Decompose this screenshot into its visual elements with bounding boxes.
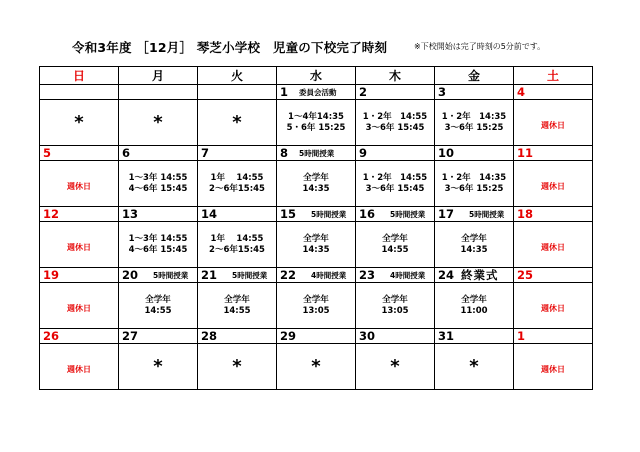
- schedule-cell-wed: [277, 100, 356, 146]
- date-number-row: [40, 207, 593, 222]
- date-number: 24: [438, 268, 455, 282]
- schedule-row: [40, 161, 593, 207]
- holiday-label: 週休日: [541, 304, 565, 313]
- dismissal-time-line: 5・6年 15:25: [286, 122, 346, 133]
- dismissal-time-line: 14:35: [302, 244, 330, 255]
- schedule-cell-tue: [198, 100, 277, 146]
- dismissal-time-line: 4～6年 15:45: [128, 244, 188, 255]
- date-cell-sun: [40, 207, 119, 222]
- event-label: 終業式: [461, 268, 499, 282]
- holiday-label: 週休日: [541, 121, 565, 130]
- event-label: 5時間授業: [390, 210, 426, 219]
- date-number: 26: [43, 329, 60, 343]
- schedule-cell-tue: [198, 161, 277, 207]
- date-cell-tue: [198, 268, 277, 283]
- schedule-cell-mon: [119, 161, 198, 207]
- date-number-row: [40, 146, 593, 161]
- date-number: 8: [280, 146, 289, 160]
- schedule-cell-mon: [119, 100, 198, 146]
- date-cell-mon: [119, 146, 198, 161]
- schedule-cell-sat: [514, 100, 593, 146]
- schedule-cell-fri: [435, 222, 514, 268]
- date-cell-sat: [514, 207, 593, 222]
- date-number-row: [40, 329, 593, 344]
- schedule-cell-sun: [40, 283, 119, 329]
- dismissal-time-line: 全学年: [303, 294, 329, 305]
- date-number: 25: [517, 268, 534, 282]
- no-school-mark: *: [74, 111, 84, 133]
- date-cell-sun: [40, 268, 119, 283]
- dismissal-time-line: 全学年: [224, 294, 250, 305]
- schedule-cell-sun: [40, 344, 119, 390]
- weekday-header-row: [40, 67, 593, 85]
- dismissal-time-line: 1～4年14:35: [288, 111, 344, 122]
- date-cell-thu: [356, 146, 435, 161]
- weekday-tue: 火: [198, 67, 277, 85]
- dismissal-time-line: 3～6年 15:25: [444, 122, 504, 133]
- date-cell-fri: [435, 207, 514, 222]
- schedule-cell-thu: [356, 100, 435, 146]
- date-cell-tue: [198, 146, 277, 161]
- calendar-table: [39, 66, 593, 390]
- date-number: 2: [359, 85, 368, 99]
- date-cell-mon: [119, 207, 198, 222]
- dismissal-time-line: 3～6年 15:45: [365, 122, 425, 133]
- date-cell-thu: [356, 329, 435, 344]
- dismissal-time-line: 13:05: [381, 305, 409, 316]
- date-number: 18: [517, 207, 534, 221]
- date-number: 31: [438, 329, 455, 343]
- dismissal-time-line: 14:35: [302, 183, 330, 194]
- date-cell-sat: [514, 146, 593, 161]
- dismissal-time-line: 全学年: [145, 294, 171, 305]
- dismissal-time-line: 全学年: [382, 294, 408, 305]
- date-cell-wed: [277, 329, 356, 344]
- date-cell-wed: [277, 85, 356, 100]
- schedule-cell-sun: [40, 222, 119, 268]
- schedule-cell-wed: [277, 283, 356, 329]
- calendar-body: [40, 67, 593, 390]
- no-school-mark: *: [153, 355, 163, 377]
- schedule-cell-fri: [435, 344, 514, 390]
- date-number: 6: [122, 146, 131, 160]
- event-label: 5時間授業: [299, 149, 335, 158]
- dismissal-time-line: 1～3年 14:55: [128, 233, 188, 244]
- date-number: 19: [43, 268, 60, 282]
- schedule-row: [40, 344, 593, 390]
- schedule-cell-sun: [40, 161, 119, 207]
- date-number: 4: [517, 85, 526, 99]
- schedule-row: [40, 100, 593, 146]
- date-cell-thu: [356, 207, 435, 222]
- schedule-cell-fri: [435, 283, 514, 329]
- holiday-label: 週休日: [541, 243, 565, 252]
- dismissal-time-line: 全学年: [303, 172, 329, 183]
- event-label: 委員会活動: [299, 88, 337, 97]
- weekday-mon: 月: [119, 67, 198, 85]
- holiday-label: 週休日: [67, 365, 91, 374]
- holiday-label: 週休日: [67, 243, 91, 252]
- dismissal-time-line: 11:00: [460, 305, 488, 316]
- dismissal-time-line: 4～6年 15:45: [128, 183, 188, 194]
- dismissal-time-line: 14:55: [144, 305, 172, 316]
- date-number: 15: [280, 207, 297, 221]
- date-cell-fri: [435, 85, 514, 100]
- schedule-cell-wed: [277, 344, 356, 390]
- event-label: 5時間授業: [153, 271, 189, 280]
- holiday-label: 週休日: [67, 182, 91, 191]
- date-number: 23: [359, 268, 376, 282]
- date-cell-tue: [198, 207, 277, 222]
- schedule-cell-mon: [119, 222, 198, 268]
- schedule-cell-fri: [435, 161, 514, 207]
- date-cell-fri: [435, 146, 514, 161]
- schedule-cell-thu: [356, 283, 435, 329]
- weekday-thu: 木: [356, 67, 435, 85]
- date-cell-sun: [40, 146, 119, 161]
- date-number: 28: [201, 329, 218, 343]
- schedule-cell-sat: [514, 222, 593, 268]
- date-number: 1: [280, 85, 289, 99]
- date-number-row: [40, 85, 593, 100]
- dismissal-time-line: 全学年: [461, 294, 487, 305]
- date-cell-sat: [514, 329, 593, 344]
- date-number: 3: [438, 85, 447, 99]
- date-cell-wed: [277, 207, 356, 222]
- weekday-sat: 土: [514, 67, 593, 85]
- page-title: 令和3年度 ［12月］ 琴芝小学校 児童の下校完了時刻: [72, 40, 388, 55]
- dismissal-time-line: 3～6年 15:25: [444, 183, 504, 194]
- date-number: 1: [517, 329, 526, 343]
- schedule-cell-sat: [514, 161, 593, 207]
- date-number: 11: [517, 146, 534, 160]
- dismissal-time-line: 2～6年15:45: [209, 183, 265, 194]
- schedule-cell-fri: [435, 100, 514, 146]
- date-cell-mon: [119, 329, 198, 344]
- dismissal-time-line: 14:35: [460, 244, 488, 255]
- schedule-row: [40, 283, 593, 329]
- date-number: 16: [359, 207, 376, 221]
- dismissal-time-line: 全学年: [382, 233, 408, 244]
- schedule-cell-mon: [119, 283, 198, 329]
- dismissal-time-line: 14:55: [381, 244, 409, 255]
- schedule-cell-thu: [356, 344, 435, 390]
- no-school-mark: *: [232, 355, 242, 377]
- no-school-mark: *: [311, 355, 321, 377]
- event-label: 5時間授業: [311, 210, 347, 219]
- weekday-sun: 日: [40, 67, 119, 85]
- event-label: 5時間授業: [232, 271, 268, 280]
- date-cell-sat: [514, 268, 593, 283]
- schedule-row: [40, 222, 593, 268]
- no-school-mark: *: [390, 355, 400, 377]
- holiday-label: 週休日: [541, 365, 565, 374]
- schedule-cell-tue: [198, 283, 277, 329]
- schedule-cell-wed: [277, 222, 356, 268]
- schedule-cell-tue: [198, 222, 277, 268]
- page-header: [0, 38, 640, 56]
- date-cell-tue: [198, 329, 277, 344]
- date-cell-fri: [435, 268, 514, 283]
- no-school-mark: *: [469, 355, 479, 377]
- dismissal-time-line: 2～6年15:45: [209, 244, 265, 255]
- dismissal-time-line: 1～3年 14:55: [128, 172, 188, 183]
- event-label: 4時間授業: [390, 271, 426, 280]
- holiday-label: 週休日: [541, 182, 565, 191]
- date-number: 30: [359, 329, 376, 343]
- dismissal-time-line: 14:55: [223, 305, 251, 316]
- date-number: 29: [280, 329, 297, 343]
- dismissal-time-line: 1・2年 14:55: [362, 172, 428, 183]
- date-cell-fri: [435, 329, 514, 344]
- date-cell-thu: [356, 268, 435, 283]
- event-label: 4時間授業: [311, 271, 347, 280]
- schedule-cell-sat: [514, 344, 593, 390]
- date-number: 9: [359, 146, 368, 160]
- date-number: 10: [438, 146, 455, 160]
- date-cell-sun: [40, 329, 119, 344]
- weekday-wed: 水: [277, 67, 356, 85]
- event-label: 5時間授業: [469, 210, 505, 219]
- date-cell-wed: [277, 268, 356, 283]
- dismissal-time-line: 1・2年 14:35: [441, 111, 507, 122]
- schedule-cell-thu: [356, 161, 435, 207]
- schedule-cell-wed: [277, 161, 356, 207]
- date-cell-mon: [119, 268, 198, 283]
- schedule-cell-mon: [119, 344, 198, 390]
- schedule-cell-sun: [40, 100, 119, 146]
- dismissal-time-line: 1・2年 14:35: [441, 172, 507, 183]
- dismissal-time-line: 3～6年 15:45: [365, 183, 425, 194]
- date-cell-thu: [356, 85, 435, 100]
- holiday-label: 週休日: [67, 304, 91, 313]
- dismissal-time-line: 1年 14:55: [210, 172, 264, 183]
- date-number: 27: [122, 329, 139, 343]
- date-cell-tue: [198, 85, 277, 100]
- date-number: 12: [43, 207, 60, 221]
- date-number: 21: [201, 268, 218, 282]
- no-school-mark: *: [232, 111, 242, 133]
- date-number: 17: [438, 207, 455, 221]
- dismissal-time-line: 全学年: [303, 233, 329, 244]
- date-number: 5: [43, 146, 52, 160]
- dismissal-time-line: 13:05: [302, 305, 330, 316]
- date-number: 20: [122, 268, 139, 282]
- date-number-row: [40, 268, 593, 283]
- schedule-cell-thu: [356, 222, 435, 268]
- date-number: 13: [122, 207, 139, 221]
- date-cell-wed: [277, 146, 356, 161]
- no-school-mark: *: [153, 111, 163, 133]
- dismissal-time-line: 全学年: [461, 233, 487, 244]
- schedule-cell-tue: [198, 344, 277, 390]
- date-cell-sun: [40, 85, 119, 100]
- schedule-cell-sat: [514, 283, 593, 329]
- date-number: 22: [280, 268, 297, 282]
- dismissal-time-line: 1年 14:55: [210, 233, 264, 244]
- date-number: 14: [201, 207, 218, 221]
- date-number: 7: [201, 146, 210, 160]
- date-cell-sat: [514, 85, 593, 100]
- schedule-note: ※下校開始は完了時刻の5分前です。: [414, 42, 546, 51]
- date-cell-mon: [119, 85, 198, 100]
- dismissal-time-line: 1・2年 14:55: [362, 111, 428, 122]
- weekday-fri: 金: [435, 67, 514, 85]
